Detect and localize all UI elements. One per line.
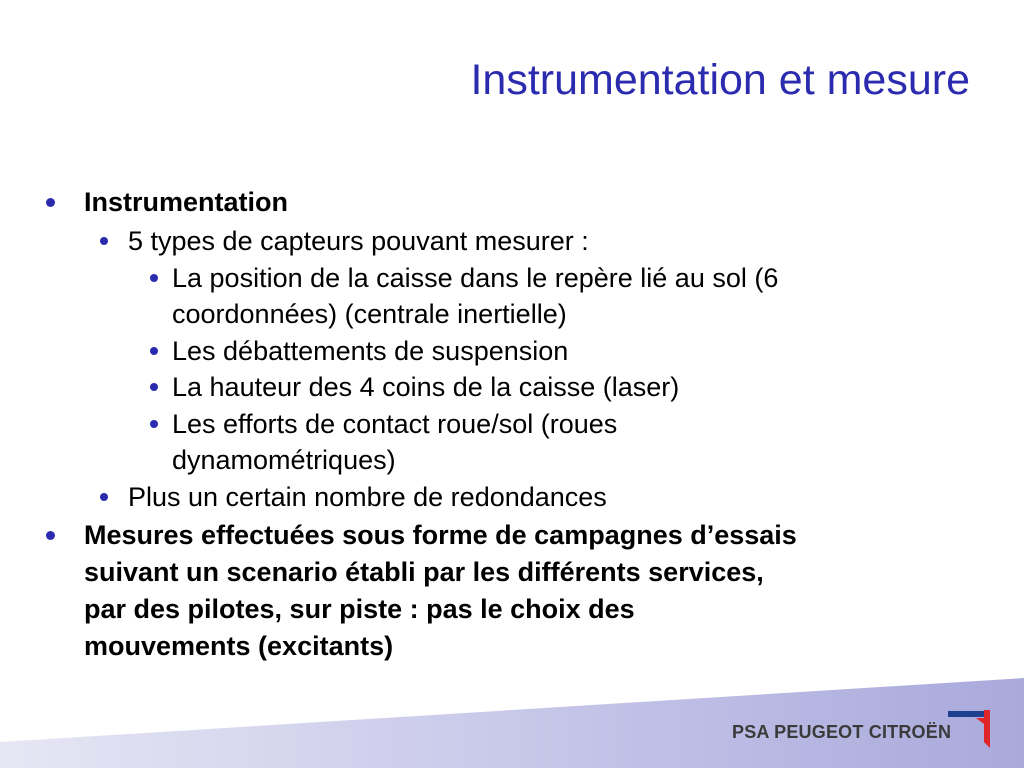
bullet-position-cont: coordonnées) (centrale inertielle) <box>172 299 567 329</box>
bullet-mesures-cont-3: mouvements (excitants) <box>84 631 394 661</box>
bullet-mesures-cont-1: suivant un scenario établi par les différents services, <box>84 557 764 587</box>
bullet-efforts: Les efforts de contact roue/sol (roues <box>172 409 618 439</box>
bullet-mesures: Mesures effectuées sous forme de campagnes d’essais <box>84 520 797 550</box>
bullet-hauteur: La hauteur des 4 coins de la caisse (laser) <box>172 372 680 402</box>
bullet-position: La position de la caisse dans le repère lié au sol (6 <box>172 263 779 293</box>
logo-text: PSA PEUGEOT CITROËN <box>732 722 952 742</box>
bullet-efforts-cont: dynamométriques) <box>172 445 396 475</box>
bullet-capteurs: 5 types de capteurs pouvant mesurer : <box>128 226 589 256</box>
slide-title: Instrumentation et mesure <box>470 56 970 104</box>
bullet-instrumentation: Instrumentation <box>84 187 289 217</box>
psa-logo-icon <box>948 708 992 750</box>
bullet-redondances: Plus un certain nombre de redondances <box>128 482 607 512</box>
bullet-mesures-cont-2: par des pilotes, sur piste : pas le choix des <box>84 594 635 624</box>
bullet-debattements: Les débattements de suspension <box>172 336 569 366</box>
